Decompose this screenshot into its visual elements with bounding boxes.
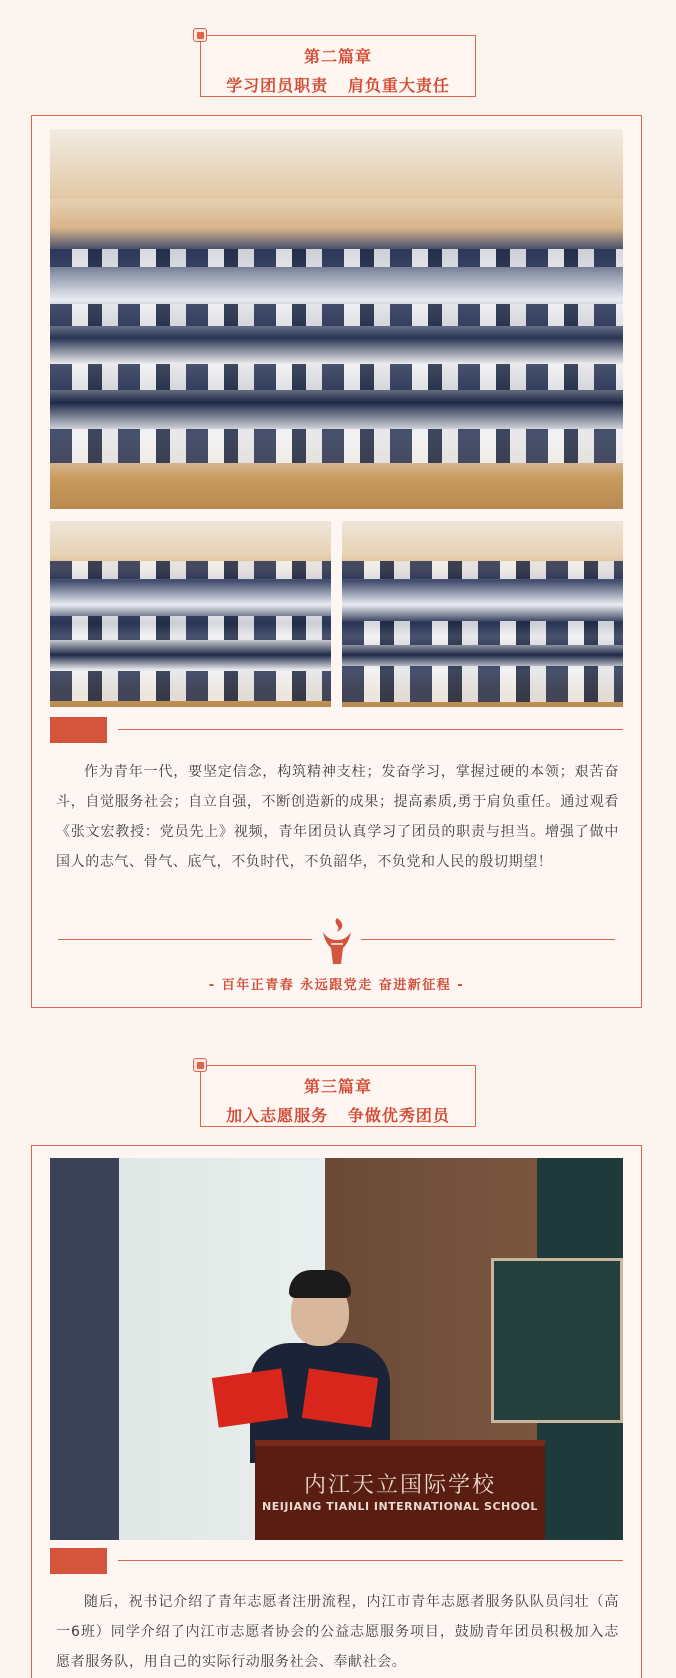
podium-school-name-en: NEIJIANG TIANLI INTERNATIONAL SCHOOL: [262, 1500, 538, 1513]
chapter3-card: [31, 1145, 642, 1678]
section-divider: [50, 1548, 623, 1574]
chapter3-number: 第三篇章: [303, 1077, 372, 1096]
slogan-ornament: [58, 916, 615, 1006]
chapter2-paragraph: 作为青年一代，要坚定信念，构筑精神支柱；发奋学习，掌握过硬的本领；艰苦奋斗，自觉服务社会；自立自强，不断创造新的成果；提高素质,勇于肩负重任。通过观看《张文宏教授：党员先上》视频，青年团员认真学习了团员的职责与担当。增强了做中国人的志气、骨气、底气，不负时代，不负韶华，不负党和人民的殷切期望！: [56, 764, 619, 870]
chapter2-title: 学习团员职责 肩负重大责任: [226, 76, 450, 95]
podium-school-name: 内江天立国际学校: [303, 1473, 496, 1498]
chapter2-heading: [200, 35, 476, 97]
flag-icon: [302, 1368, 378, 1427]
chapter3-title: 加入志愿服务 争做优秀团员: [226, 1106, 450, 1125]
chalkboard: [491, 1258, 623, 1423]
classroom-photo-main: [50, 129, 623, 509]
flag-icon: [212, 1368, 288, 1427]
chapter3-paragraph: 随后，祝书记介绍了青年志愿者注册流程，内江市青年志愿者服务队队员闫壮（高一6班）同学介绍了内江市志愿者协会的公益志愿服务项目，鼓励青年团员积极加入志愿者服务队，用自己的实际行动服务社会、奉献社会。: [56, 1594, 619, 1670]
slogan-text: - 百年正青春 永远跟党走 奋进新征程 -: [208, 978, 465, 993]
section-divider: [50, 717, 623, 743]
podium: [255, 1440, 545, 1540]
chapter2-number: 第二篇章: [303, 47, 372, 66]
chapter2-card: [31, 115, 642, 1008]
speaker-photo: [50, 1158, 623, 1540]
corner-ornament-icon: [193, 1058, 207, 1072]
classroom-photo-left: [50, 521, 331, 707]
corner-ornament-icon: [193, 28, 207, 42]
chapter3-heading: [200, 1065, 476, 1127]
classroom-photo-right: [342, 521, 623, 707]
torch-icon: [317, 916, 357, 966]
